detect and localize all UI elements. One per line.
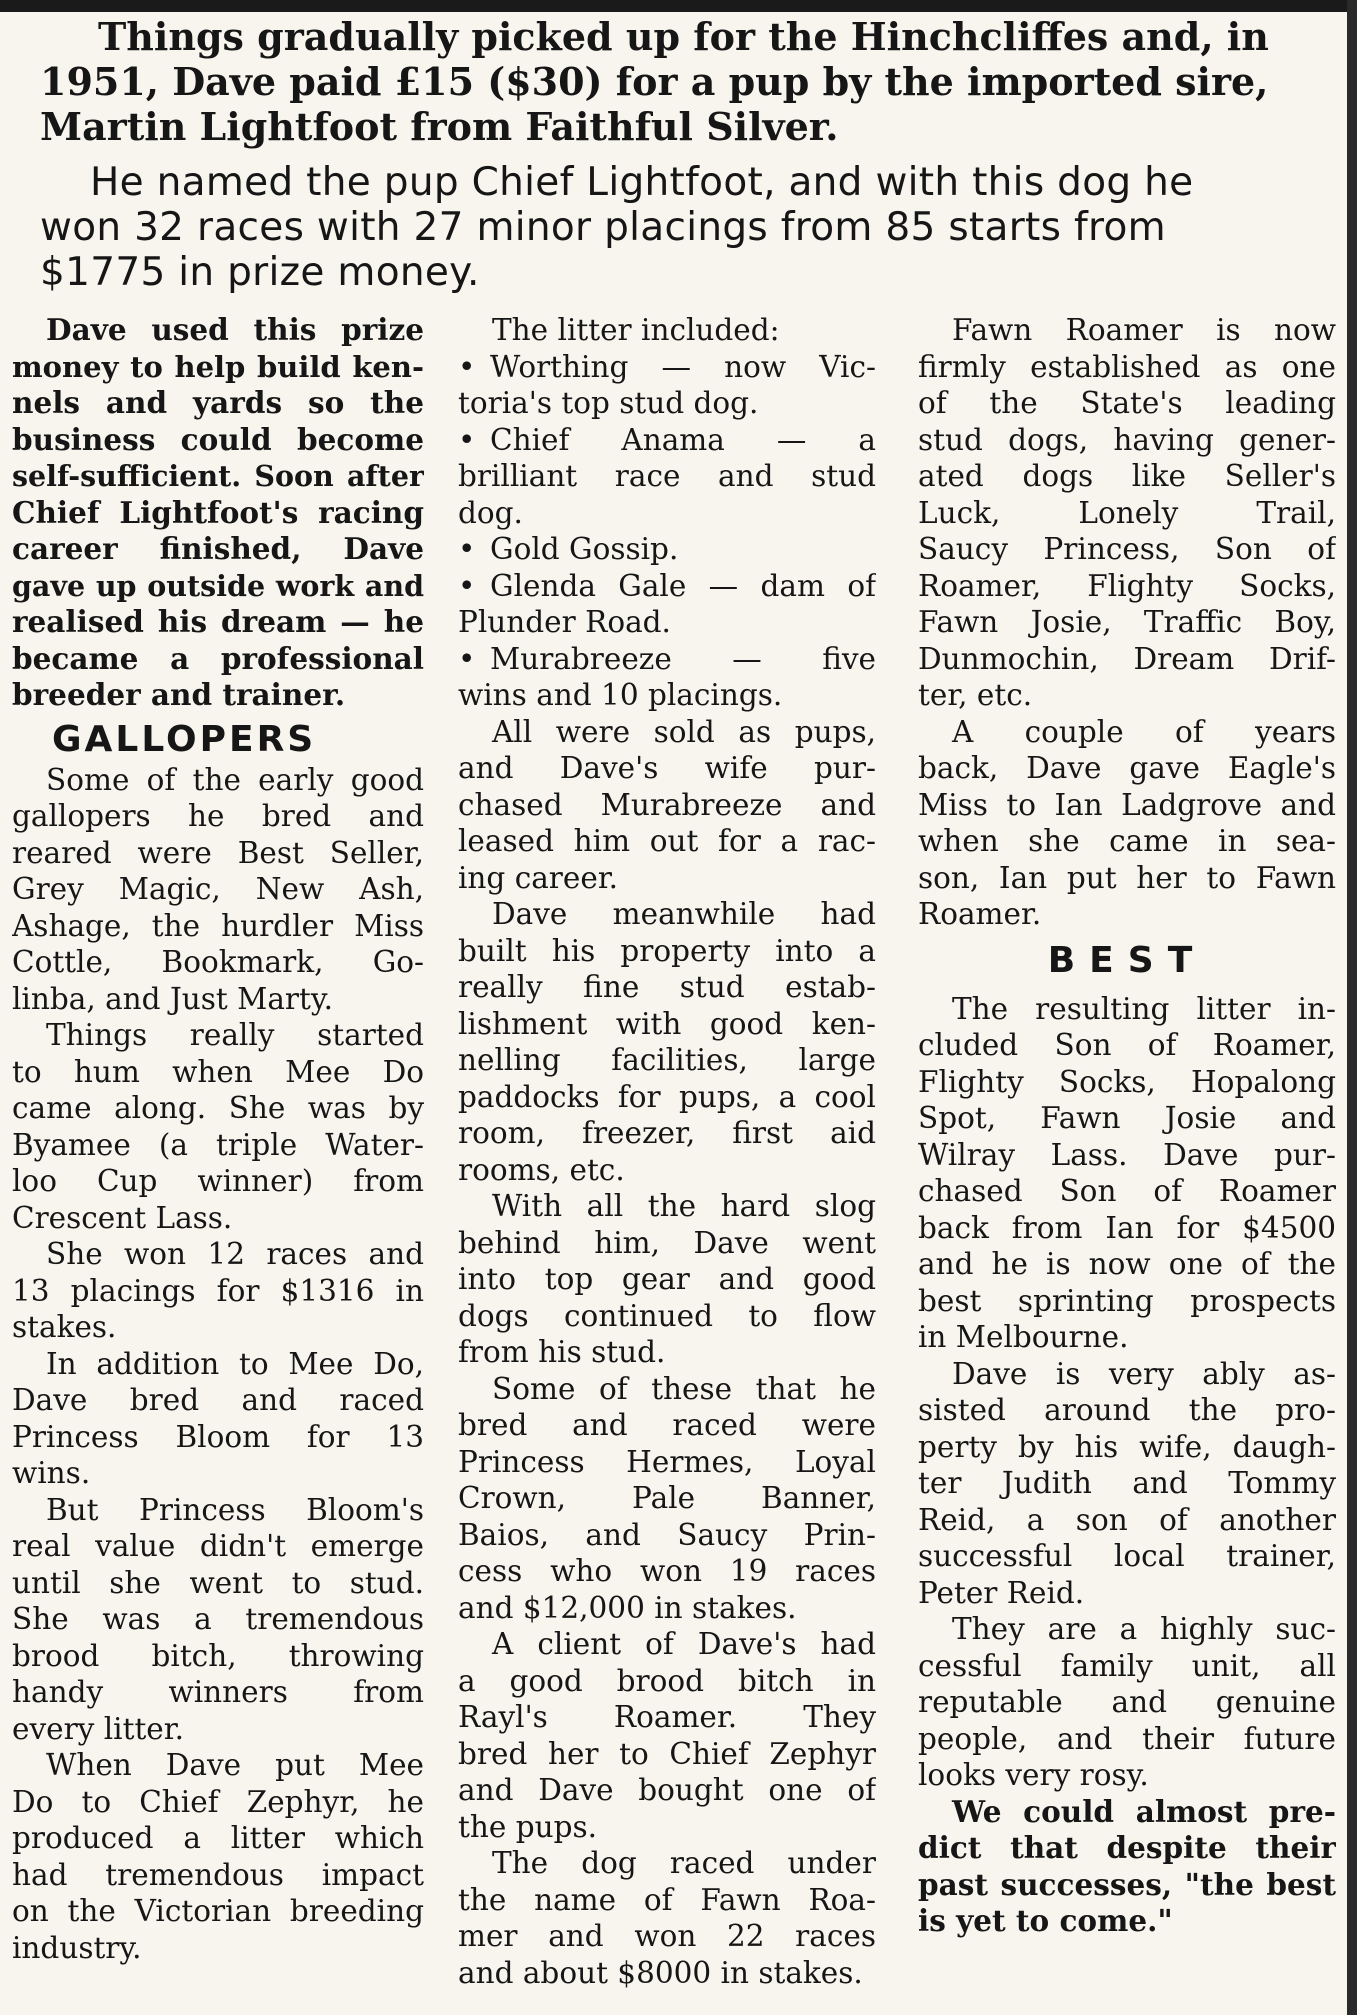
text-line: into top gear and good (458, 1262, 876, 1296)
subheading-best: BEST (1047, 939, 1207, 981)
text-line: until she went to stud. (12, 1565, 424, 1600)
text-line: ing career. (458, 860, 619, 895)
text-line: wins. (12, 1456, 91, 1490)
text-line: Some of the early good (46, 762, 424, 797)
text-line: Reid, a son of another (918, 1502, 1336, 1537)
text-line: Things really started (46, 1018, 424, 1052)
lead-regular-line: He named the pup Chief Lightfoot, and with this dog he (90, 160, 1194, 205)
text-line: gallopers he bred and (12, 799, 424, 833)
text-line: money to help build ken- (12, 349, 424, 384)
text-line: stakes. (12, 1310, 117, 1344)
text-line: ated dogs like Seller's (918, 459, 1336, 493)
text-line: mer and won 22 races (458, 1919, 876, 1953)
text-line: perty by his wife, daugh- (918, 1429, 1336, 1464)
text-line: people, and their future (918, 1721, 1336, 1756)
text-line: Peter Reid. (918, 1575, 1085, 1610)
text-line: She won 12 races and (46, 1237, 424, 1271)
text-line: Cottle, Bookmark, Go- (12, 945, 424, 979)
column-1 (12, 312, 424, 1966)
text-line: rooms, etc. (458, 1152, 625, 1187)
text-line: Luck, Lonely Trail, (918, 495, 1336, 530)
text-line: Dave bred and raced (12, 1383, 424, 1417)
text-line: in Melbourne. (918, 1320, 1129, 1354)
text-line: when she came in sea- (918, 824, 1336, 858)
text-line: stud dogs, having gener- (918, 422, 1336, 457)
text-line: industry. (12, 1930, 142, 1965)
text-line: of the State's leading (918, 386, 1336, 420)
text-line: Byamee (a triple Water- (12, 1127, 424, 1162)
text-line: realised his dream — he (12, 604, 424, 639)
text-line: cluded Son of Roamer, (918, 1028, 1336, 1062)
text-line: wins and 10 placings. (458, 678, 783, 712)
text-line: Princess Bloom for 13 (12, 1419, 424, 1454)
text-line: brood bitch, throwing (12, 1638, 424, 1673)
text-line: loo Cup winner) from (12, 1164, 424, 1198)
text-line: dict that despite their (918, 1830, 1336, 1865)
text-line: and Dave's wife pur- (458, 751, 876, 785)
text-line: Miss to Ian Ladgrove and (918, 787, 1336, 822)
text-line: Rayl's Roamer. They (458, 1700, 876, 1734)
lead-regular-line: $1775 in prize money. (40, 250, 480, 295)
text-line: sisted around the pro- (918, 1393, 1336, 1427)
text-line: Dunmochin, Dream Drif- (918, 641, 1336, 676)
text-line: son, Ian put her to Fawn (918, 860, 1336, 895)
text-line: She was a tremendous (12, 1602, 424, 1636)
text-line: All were sold as pups, (492, 714, 876, 749)
text-line: past successes, "the best (918, 1866, 1336, 1902)
text-line: and about $8000 in stakes. (458, 1955, 863, 1990)
text-line: The dog raced under (492, 1846, 876, 1880)
text-line: nels and yards so the (12, 385, 424, 420)
text-line: built his property into a (458, 933, 876, 968)
text-line: When Dave put Mee (46, 1748, 424, 1782)
lead-bold-line: Things gradually picked up for the Hinchcliffes and, in (98, 14, 1269, 59)
text-line: back from Ian for $4500 (918, 1210, 1336, 1245)
text-line: Plunder Road. (458, 605, 671, 639)
lead-regular-line: won 32 races with 27 minor placings from 85 starts from (40, 205, 1166, 250)
text-line: The resulting litter in- (952, 991, 1336, 1026)
text-line: A couple of years (952, 714, 1336, 749)
text-line: every litter. (12, 1711, 185, 1746)
text-line: real value didn't emerge (12, 1529, 424, 1563)
text-line: a good brood bitch in (458, 1663, 876, 1698)
text-line: ter, etc. (918, 678, 1033, 712)
text-line: and he is now one of the (918, 1247, 1336, 1281)
text-line: They are a highly suc- (952, 1612, 1336, 1646)
text-line: Flighty Socks, Hopalong (918, 1064, 1336, 1099)
text-line: business could become (12, 421, 424, 457)
text-line: chased Murabreeze and (458, 787, 876, 822)
text-line: on the Victorian breeding (12, 1894, 424, 1928)
text-line: Grey Magic, New Ash, (12, 872, 424, 906)
text-line: chased Son of Roamer (918, 1174, 1336, 1208)
text-line: produced a litter which (12, 1821, 424, 1855)
text-line: successful local trainer, (918, 1539, 1336, 1573)
text-line: Fawn Roamer is now (952, 313, 1336, 347)
text-line: Roamer. (918, 897, 1042, 931)
text-line: to hum when Mee Do (12, 1054, 424, 1089)
text-line: leased him out for a rac- (458, 824, 876, 858)
text-line: In addition to Mee Do, (46, 1346, 424, 1381)
text-line: lishment with good ken- (458, 1006, 876, 1041)
text-line: Dave is very ably as- (952, 1356, 1336, 1391)
text-line: Dave used this prize (46, 312, 424, 347)
text-line: behind him, Dave went (458, 1225, 876, 1260)
text-line: self-sufficient. Soon after (12, 459, 424, 493)
text-line: the name of Fawn Roa- (458, 1882, 876, 1917)
text-line: cess who won 19 races (458, 1554, 876, 1588)
text-line: dogs continued to flow (458, 1298, 876, 1333)
text-line: linba, and Just Marty. (12, 981, 334, 1016)
text-line: paddocks for pups, a cool (458, 1079, 876, 1114)
text-line: Crown, Pale Banner, (458, 1481, 876, 1515)
text-line: reputable and genuine (918, 1685, 1336, 1719)
text-line: Roamer, Flighty Socks, (918, 568, 1336, 603)
text-line: is yet to come." (918, 1903, 1173, 1938)
list-item: • Worthing — now Vic- (458, 349, 876, 386)
text-line: had tremendous impact (12, 1857, 424, 1892)
text-line: Wilray Lass. Dave pur- (918, 1137, 1336, 1172)
text-line: best sprinting prospects (918, 1283, 1336, 1318)
column-3 (918, 312, 1336, 1940)
text-line: Saucy Princess, Son of (918, 532, 1336, 566)
text-line: Baios, and Saucy Prin- (458, 1517, 876, 1552)
text-line: and Dave bought one of (458, 1773, 876, 1807)
text-line: Chief Lightfoot's racing (12, 494, 424, 530)
text-line: came along. She was by (12, 1091, 424, 1125)
list-item: • Gold Gossip. (458, 531, 876, 568)
text-line: Princess Hermes, Loyal (458, 1444, 876, 1479)
text-line: back, Dave gave Eagle's (918, 751, 1336, 785)
text-line: really fine stud estab- (458, 970, 876, 1004)
text-line: from his stud. (458, 1335, 666, 1369)
text-line: dog. (458, 495, 523, 530)
text-line: Spot, Fawn Josie and (918, 1101, 1336, 1135)
column-2 (458, 312, 876, 1991)
text-line: reared were Best Seller, (12, 835, 424, 870)
lead-bold-line: 1951, Dave paid £15 ($30) for a pup by the imported sire, (40, 59, 1269, 104)
text-line: the pups. (458, 1809, 597, 1844)
text-line: firmly established as one (918, 349, 1336, 384)
text-line: Ashage, the hurdler Miss (12, 908, 424, 943)
text-line: became a professional (12, 640, 424, 676)
text-line: nelling facilities, large (458, 1043, 876, 1077)
text-line: Fawn Josie, Traffic Boy, (918, 605, 1336, 639)
text-line: room, freezer, first aid (458, 1116, 876, 1150)
text-line: handy winners from (12, 1675, 424, 1709)
text-line: Some of these that he (492, 1371, 876, 1406)
text-line: toria's top stud dog. (458, 386, 759, 420)
subheading-gallopers: GALLOPERS (52, 718, 317, 760)
text-line: The litter included: (492, 313, 780, 347)
text-line: Dave meanwhile had (492, 897, 876, 931)
text-line: bred and raced were (458, 1408, 876, 1442)
text-line: brilliant race and stud (458, 459, 876, 493)
text-line: But Princess Bloom's (46, 1492, 424, 1527)
lead-paragraph-regular (40, 160, 1320, 295)
text-line: 13 placings for $1316 in (12, 1273, 424, 1308)
text-line: bred her to Chief Zephyr (458, 1736, 876, 1771)
list-item: • Murabreeze — five (458, 641, 876, 678)
text-line: We could almost pre- (952, 1793, 1336, 1829)
text-line: gave up outside work and (12, 568, 424, 603)
list-item: • Chief Anama — a (458, 422, 876, 459)
text-line: and $12,000 in stakes. (458, 1590, 797, 1625)
text-line: breeder and trainer. (12, 677, 346, 712)
scan-right-border (1347, 0, 1357, 2015)
list-item: • Glenda Gale — dam of (458, 568, 876, 605)
lead-paragraph-bold (40, 14, 1320, 149)
lead-bold-line: Martin Lightfoot from Faithful Silver. (40, 104, 839, 149)
text-line: cessful family unit, all (918, 1648, 1336, 1683)
scan-top-border (0, 0, 1357, 12)
text-line: With all the hard slog (492, 1189, 876, 1223)
text-line: career finished, Dave (12, 531, 424, 566)
text-line: A client of Dave's had (492, 1627, 876, 1661)
text-line: looks very rosy. (918, 1758, 1149, 1792)
text-line: Crescent Lass. (12, 1200, 233, 1235)
text-line: Do to Chief Zephyr, he (12, 1784, 424, 1819)
text-line: ter Judith and Tommy (918, 1466, 1336, 1500)
